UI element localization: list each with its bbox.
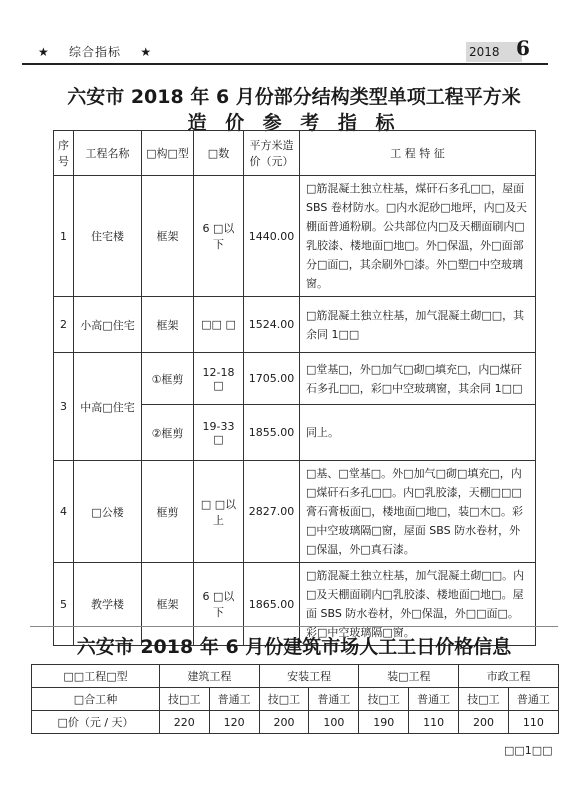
cell-feature: □堂基□，外□加气□砌□填充□，内□煤矸石多孔□□，彩□中空玻璃窗，其余同 1□□ [300, 353, 536, 405]
cell-no: 3 [54, 353, 74, 461]
wage-price-row [32, 711, 559, 734]
table-row [54, 176, 536, 297]
cell-feature: □筋混凝土独立柱基，煤矸石多孔□□，屋面 SBS 卷材防水。□内水泥砂□地坪，内□及天棚面普通粉刷。公共部位内□及天棚面刷内□乳胶漆、楼地面□地□。外□保温，外□面部分□面□，其余刷外□漆。外□塑□中空玻璃窗。 [300, 176, 536, 297]
header-section-label: 综合指标 [69, 45, 122, 59]
star-icon: ★ [38, 45, 50, 59]
wage-price-cell: 190 [359, 711, 409, 734]
cell-no: 4 [54, 461, 74, 563]
cell-price: 1524.00 [244, 297, 300, 353]
col-header-no: 序号 [54, 131, 74, 176]
wage-sub-header: 普通工 [209, 688, 259, 711]
cell-name: 小高□住宅 [74, 297, 142, 353]
labor-price-table [31, 664, 559, 734]
wage-sub-header: 技□工 [459, 688, 509, 711]
wage-sub-row [32, 688, 559, 711]
wage-group-header: 市政工程 [459, 665, 559, 688]
col-header-name: 工程名称 [74, 131, 142, 176]
header-year: 2018 [466, 42, 522, 62]
page-header [22, 38, 548, 64]
cell-feature: □筋混凝土独立柱基，加气混凝土砌□□。内□及天棚面刷内□乳胶漆、楼地面□地□。屋面 SBS 防水卷材，外□保温，外□□面□。彩□中空玻璃隔□窗。 [300, 563, 536, 646]
wage-price-cell: 100 [309, 711, 359, 734]
cell-no: 1 [54, 176, 74, 297]
cell-price: 1855.00 [244, 405, 300, 461]
wage-sub-header: 技□工 [160, 688, 210, 711]
star-icon: ★ [140, 45, 153, 59]
cell-feature: □筋混凝土独立柱基，加气混凝土砌□□，其余同 1□□ [300, 297, 536, 353]
cell-floors: □ □以上 [194, 461, 244, 563]
wage-price-cell: 200 [259, 711, 309, 734]
wage-corner-trade: □合工种 [32, 688, 160, 711]
wage-price-cell: 110 [508, 711, 558, 734]
cell-price: 1705.00 [244, 353, 300, 405]
col-header-feature: 工 程 特 征 [300, 131, 536, 176]
wage-section-title: 六安市 2018 年 6 月份建筑市场人工工日价格信息 [76, 636, 512, 658]
page-number: 6 [516, 36, 530, 60]
section-divider [30, 626, 558, 627]
table-header-row [54, 131, 536, 176]
table-row [54, 461, 536, 563]
cell-name: 住宅楼 [74, 176, 142, 297]
header-section [38, 43, 152, 60]
page-title: 六安市 2018 年 6 月份部分结构类型单项工程平方米 [67, 86, 521, 108]
cell-floors: 6 □以下 [194, 176, 244, 297]
wage-group-header: 安装工程 [259, 665, 359, 688]
footer-note: □□1□□ [504, 744, 553, 757]
cell-name: 教学楼 [74, 563, 142, 646]
cell-feature: □基、□堂基□。外□加气□砌□填充□，内□煤矸石多孔□□。内□乳胶漆，天棚□□□膏石膏板面□，楼地面□地□，装□木□。彩□中空玻璃隔□窗，屋面 SBS 防水卷材，外□保温，外□真石漆。 [300, 461, 536, 563]
cell-structure: ①框剪 [142, 353, 194, 405]
cell-price: 2827.00 [244, 461, 300, 563]
header-divider [22, 63, 548, 65]
col-header-price: 平方米造价（元） [244, 131, 300, 176]
wage-sub-header: 技□工 [259, 688, 309, 711]
wage-sub-header: 普通工 [408, 688, 458, 711]
cell-structure: 框架 [142, 176, 194, 297]
cell-price: 1865.00 [244, 563, 300, 646]
cell-floors: 19-33 □ [194, 405, 244, 461]
cell-structure: ②框剪 [142, 405, 194, 461]
cell-floors: 6 □以下 [194, 563, 244, 646]
wage-price-cell: 110 [408, 711, 458, 734]
col-header-structure: □构□型 [142, 131, 194, 176]
wage-sub-header: 普通工 [508, 688, 558, 711]
cell-price: 1440.00 [244, 176, 300, 297]
wage-price-label: □价（元 / 天） [32, 711, 160, 734]
cell-no: 5 [54, 563, 74, 646]
table-row [54, 353, 536, 405]
wage-sub-header: 技□工 [359, 688, 409, 711]
wage-sub-header: 普通工 [309, 688, 359, 711]
wage-price-cell: 220 [160, 711, 210, 734]
wage-group-row [32, 665, 559, 688]
wage-group-header: 装□工程 [359, 665, 459, 688]
wage-corner-type: □□工程□型 [32, 665, 160, 688]
wage-price-cell: 120 [209, 711, 259, 734]
page-subtitle: 造 价 参 考 指 标 [187, 112, 401, 134]
cost-index-table [53, 130, 536, 646]
cell-name: □公楼 [74, 461, 142, 563]
cell-floors: 12-18 □ [194, 353, 244, 405]
cell-floors: □□ □ [194, 297, 244, 353]
cell-name: 中高□住宅 [74, 353, 142, 461]
cell-structure: 框剪 [142, 461, 194, 563]
cell-feature: 同上。 [300, 405, 536, 461]
cell-structure: 框架 [142, 297, 194, 353]
cell-structure: 框架 [142, 563, 194, 646]
wage-price-cell: 200 [459, 711, 509, 734]
col-header-floors: □数 [194, 131, 244, 176]
cell-no: 2 [54, 297, 74, 353]
table-row [54, 297, 536, 353]
wage-group-header: 建筑工程 [160, 665, 260, 688]
